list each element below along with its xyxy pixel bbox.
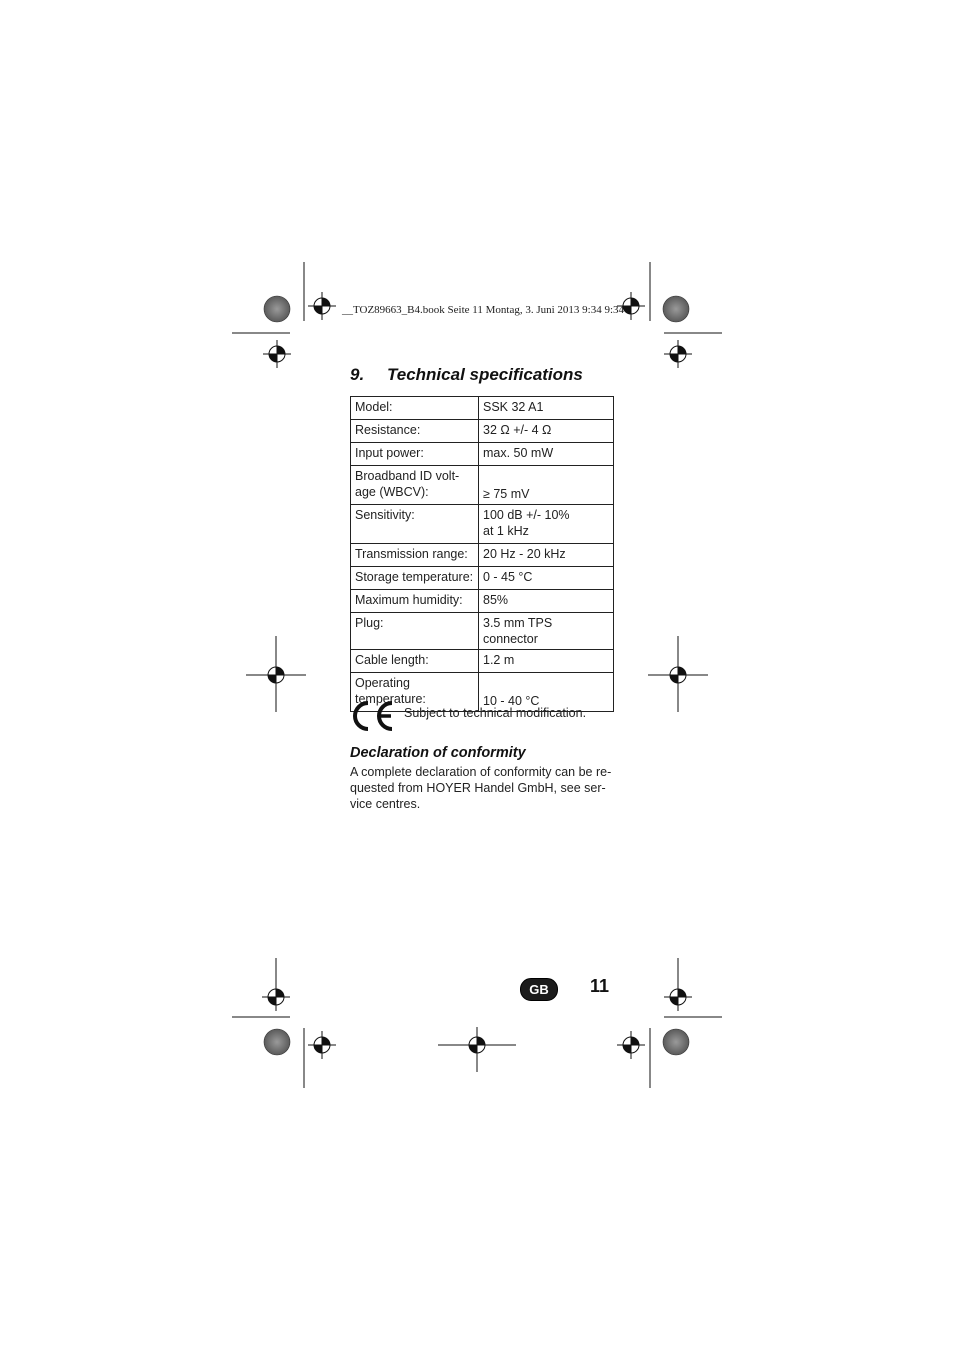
spec-label: Cable length: — [351, 650, 479, 673]
spec-label: Input power: — [351, 443, 479, 466]
table-row — [351, 590, 614, 613]
spec-value: 32 Ω +/- 4 Ω — [479, 420, 614, 443]
spec-label: Operating temperature: — [351, 673, 479, 712]
spec-value: 100 dB +/- 10% at 1 kHz — [479, 505, 614, 544]
table-row — [351, 397, 614, 420]
table-row — [351, 650, 614, 673]
table-row — [351, 544, 614, 567]
registration-mark-upper-left — [263, 340, 291, 368]
section-number: 9. — [350, 365, 365, 384]
section-heading — [350, 365, 583, 385]
declaration-line: vice centres. — [350, 797, 421, 811]
spec-label: Model: — [351, 397, 479, 420]
declaration-line: quested from HOYER Handel GmbH, see ser- — [350, 781, 606, 795]
declaration-line: A complete declaration of conformity can be re- — [350, 765, 612, 779]
declaration-heading: Declaration of conformity — [350, 745, 526, 761]
spec-value: 20 Hz - 20 kHz — [479, 544, 614, 567]
print-header: __TOZ89663_B4.book Seite 11 Montag, 3. Juni 2013 9:34 9:34 — [342, 304, 625, 316]
declaration-text — [350, 764, 618, 812]
registration-mark-top-left — [308, 292, 336, 320]
spec-value: 85% — [479, 590, 614, 613]
spec-label: Transmission range: — [351, 544, 479, 567]
page-number: 11 — [590, 976, 610, 996]
table-row — [351, 420, 614, 443]
star-target-top-left — [264, 296, 290, 322]
spec-value: SSK 32 A1 — [479, 397, 614, 420]
registration-mark-bottom-left — [308, 1031, 336, 1059]
star-target-bottom-left — [264, 1029, 290, 1055]
table-row — [351, 443, 614, 466]
spec-label: Storage temperature: — [351, 567, 479, 590]
table-row — [351, 505, 614, 544]
table-row — [351, 567, 614, 590]
table-row — [351, 466, 614, 505]
spec-value: ≥ 75 mV — [479, 466, 614, 505]
star-target-bottom-right — [663, 1029, 689, 1055]
spec-value: 1.2 m — [479, 650, 614, 673]
spec-label: Plug: — [351, 613, 479, 650]
spec-label: Sensitivity: — [351, 505, 479, 544]
specifications-table — [350, 396, 614, 712]
language-badge: GB — [520, 978, 558, 1001]
ce-mark-icon — [349, 699, 395, 733]
table-row — [351, 613, 614, 650]
section-title: Technical specifications — [387, 365, 583, 384]
ce-note: Subject to technical modification. — [404, 706, 587, 720]
spec-value: 3.5 mm TPS connector — [479, 613, 614, 650]
registration-mark-bottom-right — [617, 1031, 645, 1059]
spec-value: max. 50 mW — [479, 443, 614, 466]
spec-value: 0 - 45 °C — [479, 567, 614, 590]
spec-value: 10 - 40 °C — [479, 673, 614, 712]
spec-label: Resistance: — [351, 420, 479, 443]
star-target-top-right — [663, 296, 689, 322]
registration-mark-upper-right — [664, 340, 692, 368]
spec-label: Broadband ID volt- age (WBCV): — [351, 466, 479, 505]
spec-label: Maximum humidity: — [351, 590, 479, 613]
